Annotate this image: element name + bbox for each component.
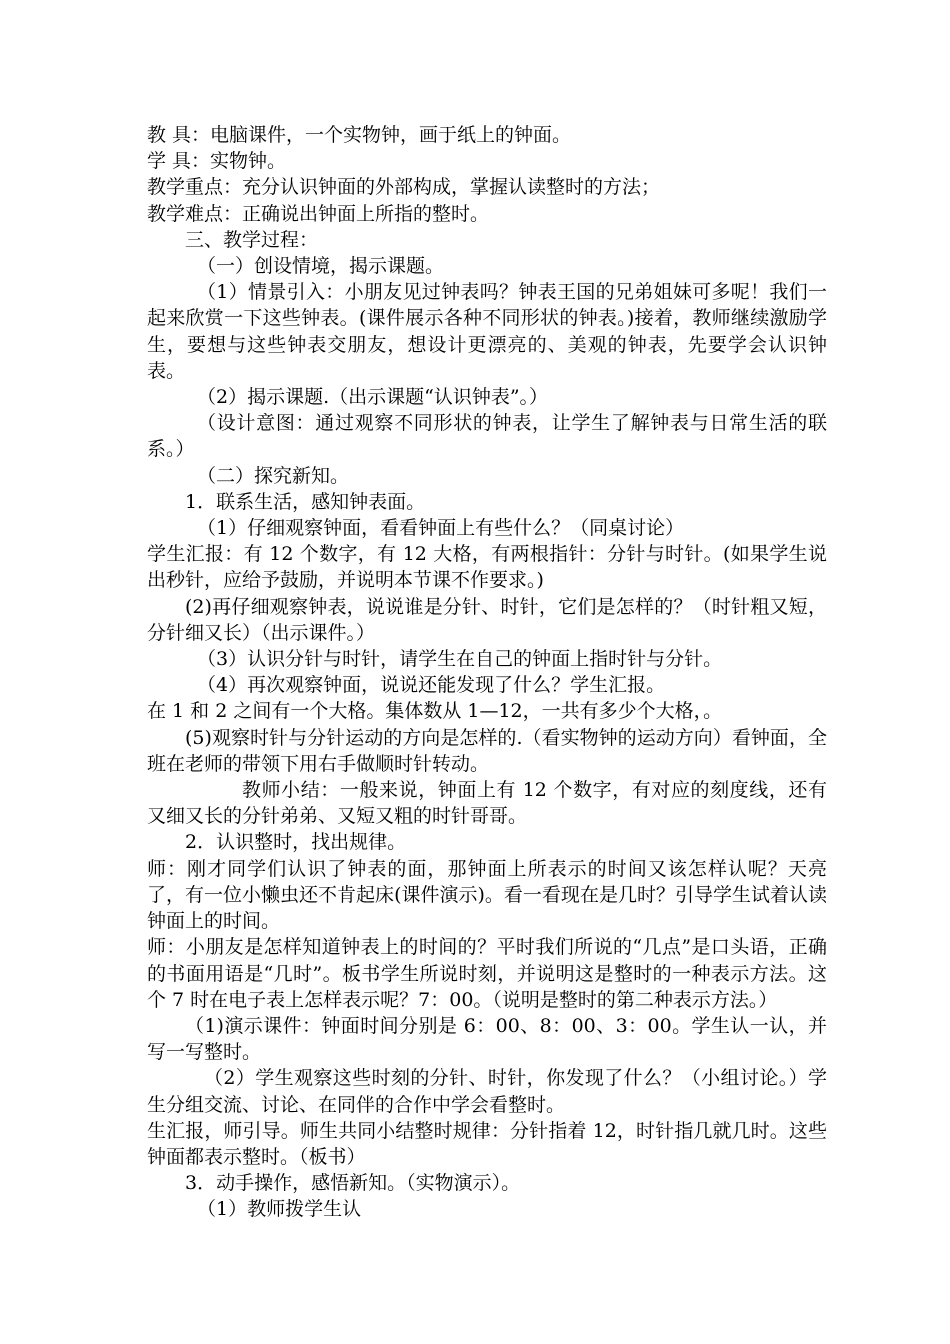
subsection-heading: 2．认识整时，找出规律。 xyxy=(185,831,407,854)
paragraph: （1）仔细观察钟面，看看钟面上有些什么？（同桌讨论） xyxy=(197,517,685,540)
paragraph: 学 具：实物钟。 xyxy=(147,150,287,173)
paragraph: 教师小结：一般来说，钟面上有 12 个数字，有对应的刻度线，还有又细又长的分针弟弟、又短又粗的时针哥哥。 xyxy=(147,779,827,828)
paragraph: （2）学生观察这些时刻的分针、时针，你发现了什么？（小组讨论。）学生分组交流、讨论、在同伴的合作中学会看整时。 xyxy=(147,1067,827,1116)
paragraph: 生汇报，师引导。师生共同小结整时规律：分针指着 12，时针指几就几时。这些钟面都表示整时。（板书） xyxy=(147,1119,827,1168)
paragraph: 教学难点：正确说出钟面上所指的整时。 xyxy=(147,202,490,225)
paragraph: （3）认识分针与时针，请学生在自己的钟面上指时针与分针。 xyxy=(197,648,723,671)
paragraph: 师：刚才同学们认识了钟表的面，那钟面上所表示的时间又该怎样认呢？天亮了，有一位小懒虫还不肯起床(课件演示)。看一看现在是几时？引导学生试着认读钟面上的时间。 xyxy=(147,857,827,933)
paragraph: （1)演示课件：钟面时间分别是 6：00、8：00、3：00。学生认一认，并写一写整时。 xyxy=(147,1014,827,1064)
paragraph: 师：小朋友是怎样知道钟表上的时间的？平时我们所说的“几点”是口头语，正确的书面用语是“几时”。板书学生所说时刻，并说明这是整时的一种表示方法。这个 7 时在电子表上怎样表示呢？7：00。（说明是整时的第二种表示方法。） xyxy=(147,936,827,1011)
subsection-heading: （一）创设情境，揭示课题。 xyxy=(197,255,445,278)
section-heading: 三、教学过程： xyxy=(185,228,319,251)
paragraph: 教 具：电脑课件，一个实物钟，画于纸上的钟面。 xyxy=(147,124,572,146)
document-body xyxy=(147,122,827,1223)
paragraph: (5)观察时针与分针运动的方向是怎样的.（看实物钟的运动方向）看钟面，全班在老师的带领下用右手做顺时针转动。 xyxy=(147,726,827,775)
paragraph: （1）教师拨学生认 xyxy=(197,1198,362,1221)
paragraph: 学生汇报：有 12 个数字，有 12 大格，有两根指针：分针与时针。(如果学生说出秒针，应给予鼓励，并说明本节课不作要求。) xyxy=(147,543,827,592)
paragraph: 在 1 和 2 之间有一个大格。集体数从 1—12，一共有多少个大格，。 xyxy=(147,700,723,723)
subsection-heading: （二）探究新知。 xyxy=(197,464,350,487)
paragraph: (2)再仔细观察钟表，说说谁是分针、时针，它们是怎样的？（时针粗又短，分针细又长）（出示课件。） xyxy=(147,595,827,644)
subsection-heading: 3．动手操作，感悟新知。（实物演示）。 xyxy=(185,1172,521,1195)
paragraph: （4）再次观察钟面，说说还能发现了什么？学生汇报。 xyxy=(197,674,666,697)
subsection-heading: 1．联系生活，感知钟表面。 xyxy=(185,490,426,513)
paragraph: （设计意图：通过观察不同形状的钟表，让学生了解钟表与日常生活的联系。） xyxy=(147,412,827,461)
paragraph: 教学重点：充分认识钟面的外部构成，掌握认读整时的方法； xyxy=(147,176,661,199)
paragraph: （2）揭示课题.（出示课题“认识钟表”。） xyxy=(197,386,549,409)
paragraph: （1）情景引入：小朋友见过钟表吗？钟表王国的兄弟姐妹可多呢！我们一起来欣赏一下这些钟表。(课件展示各种不同形状的钟表。)接着，教师继续激励学生，要想与这些钟表交朋友，想设计更漂亮的、美观的钟表，先要学会认识钟表。 xyxy=(147,281,827,382)
